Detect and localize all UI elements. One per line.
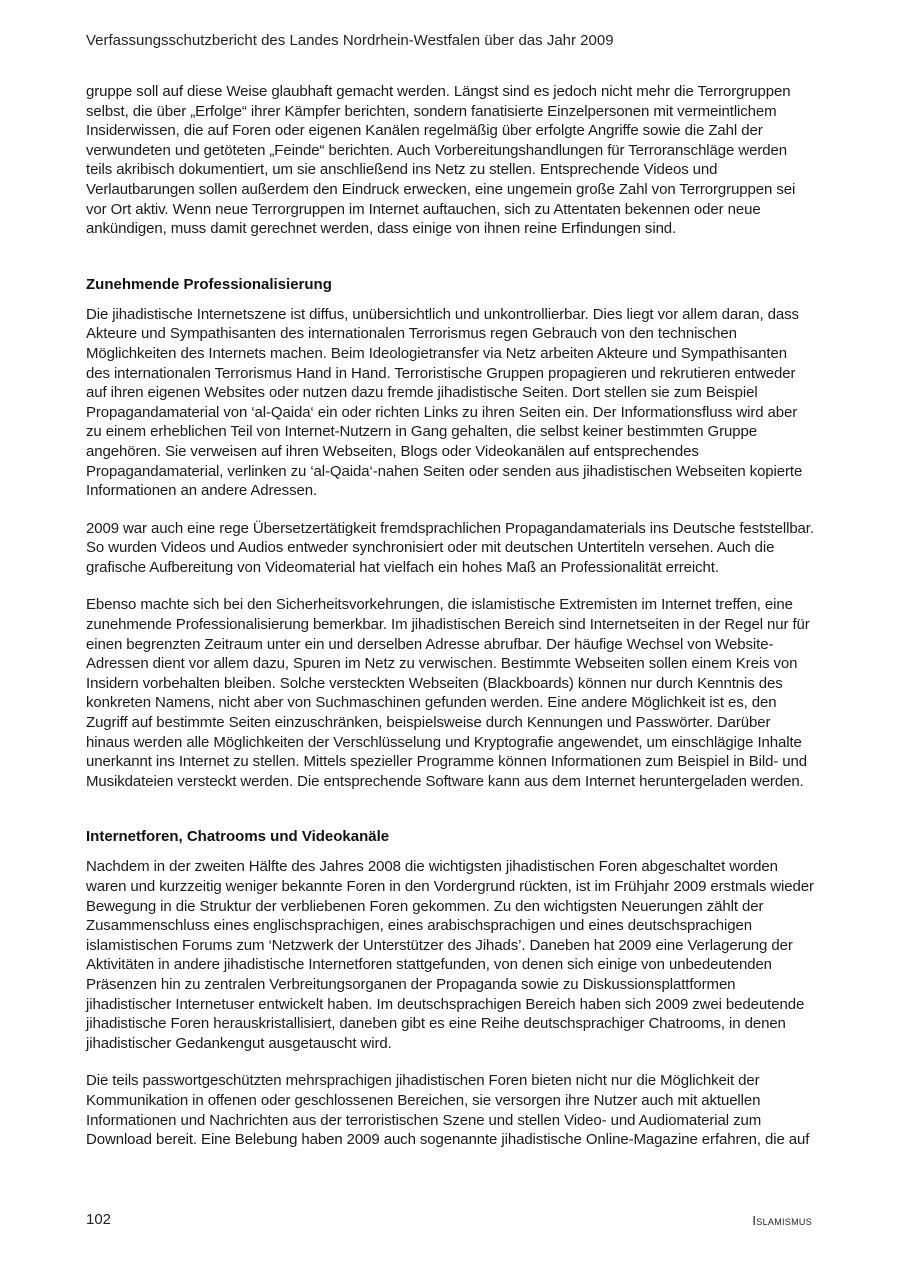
section-label: Islamismus [752, 1213, 812, 1228]
paragraph: Ebenso machte sich bei den Sicherheitsvorkehrungen, die islamistische Extremisten im Internet treffen, eine zunehmende Professionalisierung bemerkbar. Im jihadistischen Bereich sind Internetseiten in der Regel nur für einen begrenzten Zeitraum unter ein und derselben Adresse abrufbar. Der häufige Wechsel von Website-Adressen dient vor allem dazu, Spuren im Netz zu verwischen. Bestimmte Webseiten sollen einem Kreis von Insidern vorbehalten bleiben. Solche versteckten Webseiten (Blackboards) können nur durch Kenntnis des konkreten Namens, nicht aber von Suchmaschinen gefunden werden. Eine andere Möglichkeit ist es, den Zugriff auf bestimmte Seiten einzuschränken, beispielsweise durch Kennungen und Passwörter. Darüber hinaus werden alle Möglichkeiten der Verschlüsselung und Kryptografie angewendet, um einschlägige Inhalte unerkannt ins Internet zu stellen. Mittels spezieller Programme können Informationen zum Beispiel in Bild- und Musikdateien versteckt werden. Die entsprechende Software kann aus dem Internet heruntergeladen werden. [86, 596, 810, 790]
heading-spacer [86, 847, 814, 857]
paragraph: Die jihadistische Internetszene ist diffus, unübersichtlich und unkontrollierbar. Dies liegt vor allem daran, dass Akteure und Sympathisanten des internationalen Terrorismus regen Gebrauch von den technischen Möglichkeiten des Internets machen. Beim Ideologietransfer via Netz arbeiten Akteure und Sympathisanten des internationalen Terrorismus Hand in Hand. Terroristische Gruppen propagieren und rekrutieren entweder auf ihren eigenen Websites oder nutzen dazu fremde jihadistische Seiten. Dort stellen sie zum Beispiel Propagandamaterial von ‘al-Qaida‘ ein oder richten Links zu ihren Seiten ein. Der Informationsfluss wird aber zu einem erheblichen Teil von Internet-Nutzern in Gang gehalten, die selbst keiner bestimmten Gruppe angehören. Sie verweisen auf ihren Webseiten, Blogs oder Videokanälen auf entsprechendes Propagandamaterial, verlinken zu ‘al-Qaida‘-nahen Seiten oder senden aus jihadistischen Webseiten kopierte Informationen an andere Adressen. [86, 305, 803, 500]
intro-paragraph: gruppe soll auf diese Weise glaubhaft gemacht werden. Längst sind es jedoch nicht mehr die Terrorgruppen selbst, die über „Erfolge“ ihrer Kämpfer berichten, sondern fanatisierte Einzelpersonen mit vermeintlichem Insiderwissen, die auf Foren oder eigenen Kanälen regelmäßig über erfolgte Angriffe sowie die Zahl der verwundeten und getöteten „Feinde“ berichten. Auch Vorbereitungshandlungen für Terroranschläge werden teils akribisch dokumentiert, um sie anschließend ins Netz zu stellen. Entsprechende Videos und Verlautbarungen sollen außerdem den Eindruck erwecken, eine ungemein große Zahl von Terrorgruppen sei vor Ort aktiv. Wenn neue Terrorgruppen im Internet auftauchen, sich zu Attentaten bekennen oder neue ankündigen, muss damit gerechnet werden, dass einige von ihnen reine Erfindungen sind. [86, 83, 796, 238]
paragraph: 2009 war auch eine rege Übersetzertätigkeit fremdsprachlichen Propagandamaterials ins Deutsche feststellbar. So wurden Videos und Audios entweder synchronisiert oder mit deutschen Untertiteln versehen. Auch die grafische Aufbereitung von Videomaterial hat vielfach ein hohes Maß an Professionalität erreicht. [86, 519, 814, 576]
page-number: 102 [86, 1211, 112, 1228]
paragraph: Nachdem in der zweiten Hälfte des Jahres 2008 die wichtigsten jihadistischen Foren abgeschaltet worden waren und kurzzeitig weniger bekannte Foren in den Vordergrund rückten, ist im Frühjahr 2009 erstmals wieder Bewegung in die Struktur der verbliebenen Foren gekommen. Zu den wichtigsten Neuerungen zählt der Zusammenschluss eines englischsprachigen, eines arabischsprachigen und eines deutschsprachigen islamistischen Forums zum ‘Netzwerk der Unterstützer des Jihads’. Daneben hat 2009 eine Verlagerung der Aktivitäten in andere jihadistische Internetforen stattgefunden, von denen sich einige von unbedeutenden Präsenzen hin zu zentralen Verbreitungsorganen der Propaganda sowie zu Diskussionsplattformen jihadistischer Internetuser entwickelt haben. Im deutschsprachigen Bereich haben sich 2009 zwei bedeutende jihadistische Foren herauskristallisiert, daneben gibt es eine Reihe deutschsprachiger Chatrooms, in denen jihadistischer Gedankengut ausgetauscht wird. [86, 858, 814, 1052]
page-content [86, 82, 814, 1150]
paragraph: Die teils passwortgeschützten mehrsprachigen jihadistischen Foren bieten nicht nur die Möglichkeit der Kommunikation in offenen oder geschlossenen Bereichen, sie versorgen ihre Nutzer auch mit aktuellen Informationen und Nachrichten aus der terroristischen Szene und stellen Video- und Audiomaterial zum Download bereit. Eine Belebung haben 2009 auch sogenannte jihadistische Online-Magazine erfahren, die auf [86, 1072, 810, 1149]
section-heading-internetforen: Internetforen, Chatrooms und Videokanäle [86, 828, 390, 846]
section-spacer [86, 791, 814, 827]
section-heading-professionalisierung: Zunehmende Professionalisierung [86, 275, 332, 293]
heading-spacer [86, 295, 814, 305]
section-spacer [86, 239, 814, 275]
running-header: Verfassungsschutzbericht des Landes Nordrhein-Westfalen über das Jahr 2009 [86, 32, 614, 49]
